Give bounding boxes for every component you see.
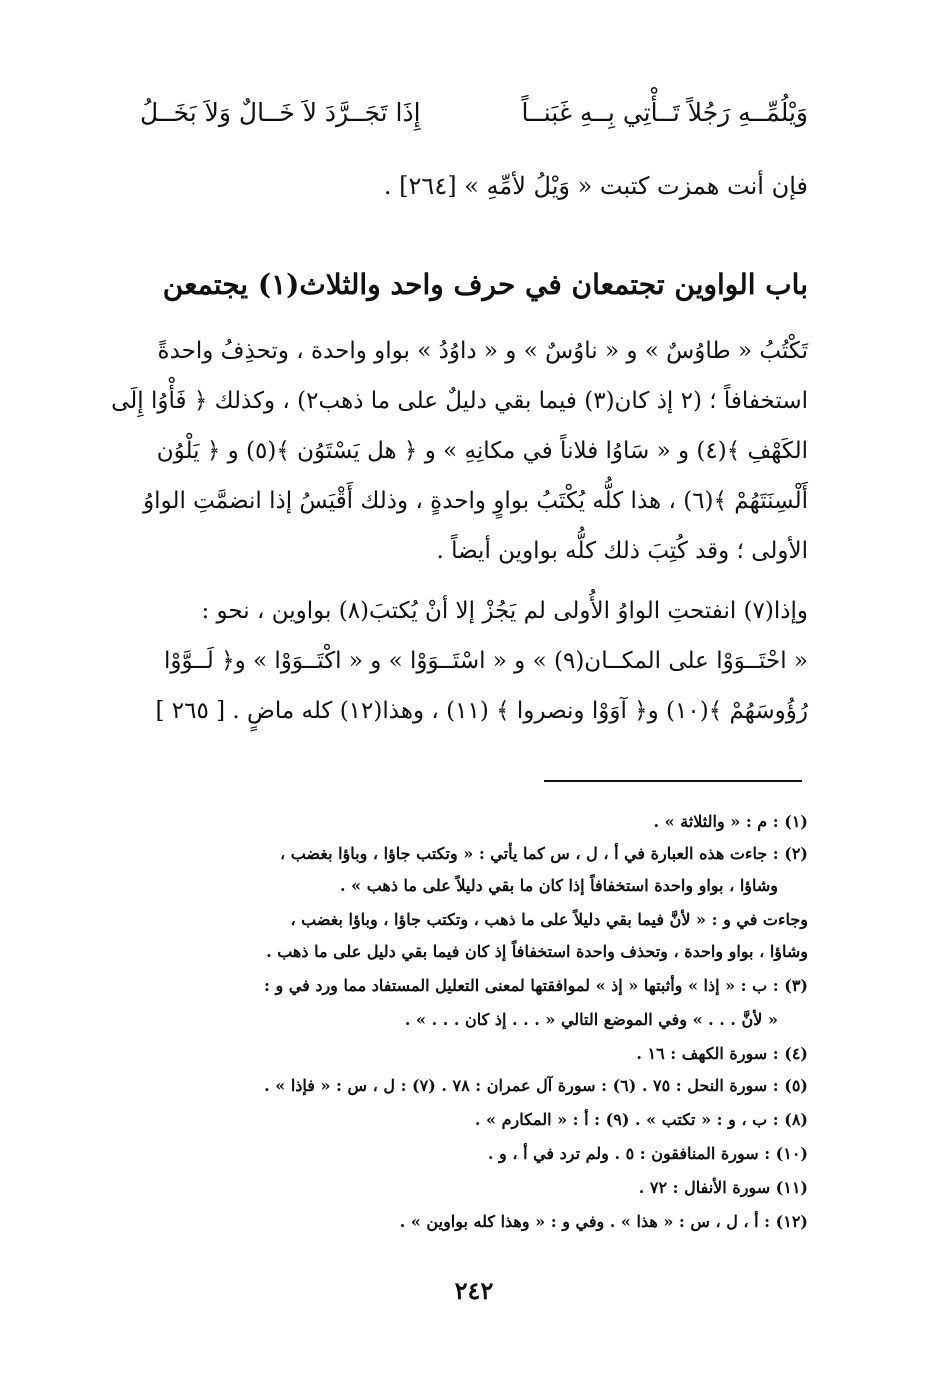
footnote-line: (٤) : سورة الكهف : ١٦ . [636,1044,808,1063]
footnote-line: وجاءت في و : « لأنَّ فيما بقي دليلاً على ما ذهب ، وتكتب جاؤا ، وباؤا بغضب ، [290,910,808,929]
verse-left-hemistich: إِذَا تَجَــرَّدَ لاَ خَــالٌ وَلاَ بَخَــلُ [140,98,421,127]
paragraph-line: « احْتَــوَوْا على المكــان(٩) » و « اسْتَــوَوْا » و « اكْتَــوَوْا » و﴿ لَــوَّوْا [163,648,808,674]
paragraph-line: الكَهْفِ ﴾(٤) و « سَاوُا فلاناً في مكانِهِ » و ﴿ هل يَسْتَوُن ﴾(٥) و ﴿ يَلْوُن [156,438,808,464]
paragraph-line: وإذا(٧) انفتحتِ الواوُ الأُولى لم يَجُزْ إلا أنْ يُكتبَ(٨) بواوين ، نحو : [201,598,808,624]
paragraph-line: رُؤُوسَهُمْ ﴾(١٠) و﴿ آوَوْا ونصروا ﴾ (١١) ، وهذا(١٢) كله ماضٍ . [ ٢٦٥ ] [155,698,808,724]
verse-right-hemistich: وَيْلُمِّــهِ رَجُلاً تَــأْتِي بِــهِ غَبَنــاً [521,98,808,127]
paragraph-line: استخفافاً ؛ (٢ إذ كان(٣) فيما بقي دليلٌ على ما ذهب٢) ، وكذلك ﴿ فَأْوُا إِلَى [111,388,808,414]
footnote-line: (١٢) : أ ، ل ، س : « هذا » . وفي و : « وهذا كله بواوين » . [399,1212,808,1231]
page-number: ٢٤٢ [454,1276,494,1305]
poetry-verse [140,98,808,127]
footnote-line: (٨) : ب ، و : « تكتب » . (٩) : أ : « المكارم » . [474,1110,808,1129]
footnote-divider [544,780,802,782]
footnote-line: وشاؤا ، بواو واحدة استخفافاً إذا كان ما بقي دليلاً على ما ذهب » . [340,876,778,895]
footnote-line: (١) : م : « والثلاثة » . [653,812,808,831]
chapter-heading: باب الواوين تجتمعان في حرف واحد والثلاث(١) يجتمعن [162,268,808,301]
verse-note: فإن أنت همزت كتبت « وَيْلُ لأمِّهِ » [٢٦٤] . [383,172,808,200]
footnote-line: (١١) سورة الأنفال : ٧٢ . [638,1178,808,1197]
footnote-line: وشاؤا ، بواو واحدة ، وتحذف واحدة استخفافاً إذ كان فيما بقي دليل على ما ذهب . [266,942,808,961]
footnote-line: (٢) : جاءت هذه العبارة في أ ، ل ، س كما يأتي : « وتكتب جاؤا ، وباؤا بغضب ، [280,844,808,863]
paragraph-line: أَلْسِنَتَهُمْ ﴾(٦) ، هذا كلُّه يُكْتَبُ بواوٍ واحدةٍ ، وذلك أَقْيَسُ إذا انضمَّتِ الواوُ [143,488,808,514]
footnote-line: (١٠) : سورة المنافقون : ٥ . ولم ترد في أ ، و . [487,1144,808,1163]
footnote-line: (٣) : ب : « إذا » وأثبتها « إذ » لموافقتها لمعنى التعليل المستفاد مما ورد في و : [264,976,808,995]
paragraph-line: الأولى ؛ وقد كُتِبَ ذلك كلُّه بواوين أيضاً . [436,538,808,564]
footnote-line: « لأنَّ . . . » وفي الموضع التالي « . . . إذ كان . . . » . [404,1010,778,1029]
footnote-line: (٥) : سورة النحل : ٧٥ . (٦) : سورة آل عمران : ٧٨ . (٧) : ل ، س : « فإذا » . [264,1076,808,1095]
paragraph-line: تَكْتُبُ « طاوُسٌ » و « ناوُسٌ » و « داوُدُ » بواو واحدة ، وتحذِفُ واحدةً [157,338,808,364]
